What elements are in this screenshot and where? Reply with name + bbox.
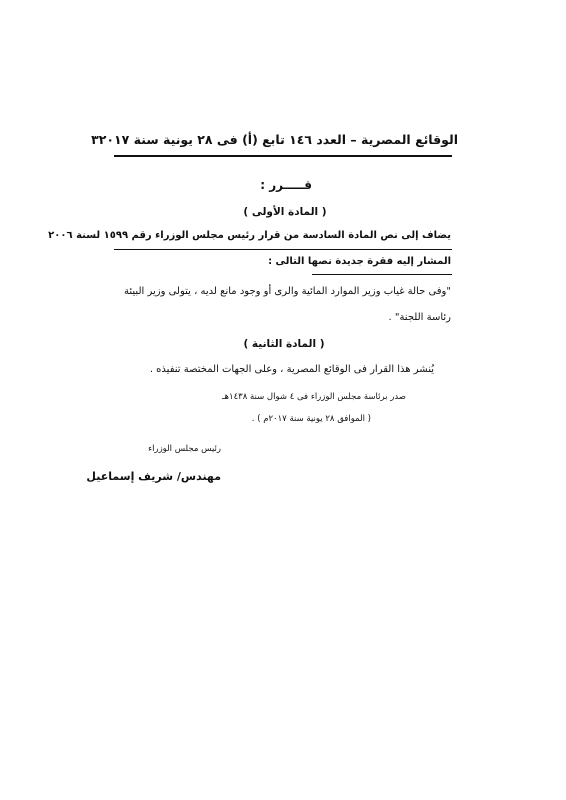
- gregorian-date: ( الموافق ٢٨ يونية سنة ٢٠١٧م ) .: [251, 414, 371, 424]
- header-rule: [114, 155, 452, 157]
- signatory-name: مهندس/ شريف إسماعيل: [86, 470, 221, 483]
- article1-heading: ( المادة الأولى ): [243, 206, 327, 218]
- underline-rule: [312, 274, 452, 275]
- underline-rule: [114, 249, 452, 250]
- decree-heading: قـــــرر :: [260, 178, 312, 192]
- article1-paragraph-line1: يضاف إلى نص المادة السادسة من قرار رئيس مجلس الوزراء رقم ١٥٩٩ لسنة ٢٠٠٦: [48, 230, 451, 241]
- issued-statement: صدر برئاسة مجلس الوزراء فى ٤ شوال سنة ١٤٣٨هـ: [222, 392, 406, 402]
- quoted-clause-line1: "وفى حالة غياب وزير الموارد المائية والرى أو وجود مانع لديه ، يتولى وزير البيئة: [124, 286, 451, 297]
- article1-paragraph-line2: المشار إليه فقرة جديدة نصها التالى :: [268, 256, 451, 267]
- page-header: [91, 132, 458, 147]
- quoted-clause-line2: رئاسة اللجنة" .: [388, 312, 451, 323]
- signatory-title: رئيس مجلس الوزراء: [148, 444, 221, 454]
- article2-heading: ( المادة الثانية ): [243, 338, 325, 350]
- header-title: الوقائع المصرية – العدد ١٤٦ تابع (أ) فى ٢٨ يونية سنة ٢٠١٧: [98, 132, 458, 147]
- article2-paragraph: يُنشر هذا القرار فى الوقائع المصرية ، وعلى الجهات المختصة تنفيذه .: [149, 364, 434, 375]
- page-number: ٣: [91, 132, 99, 147]
